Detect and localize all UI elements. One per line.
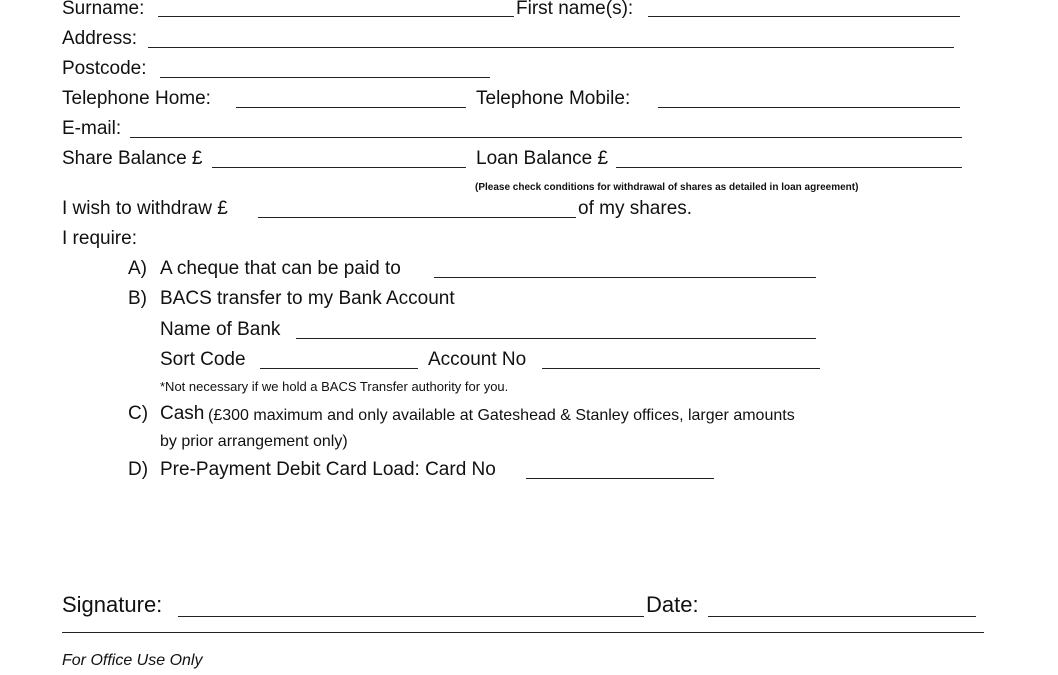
option-c-text: Cash	[160, 403, 205, 424]
postcode-field[interactable]	[160, 77, 490, 78]
account-no-label: Account No	[428, 349, 527, 370]
option-c-marker: C)	[128, 403, 149, 424]
bank-name-field[interactable]	[296, 338, 816, 339]
date-field[interactable]	[708, 616, 976, 617]
option-d-text: Pre-Payment Debit Card Load: Card No	[160, 459, 496, 480]
account-no-field[interactable]	[542, 368, 820, 369]
option-c-detail-1: (£300 maximum and only available at Gateshead & Stanley offices, larger amounts	[208, 407, 795, 424]
loan-note: (Please check conditions for withdrawal of shares as detailed in loan agreement)	[475, 182, 859, 193]
share-balance-label: Share Balance £	[62, 148, 203, 169]
surname-field[interactable]	[158, 16, 514, 17]
loan-balance-label: Loan Balance £	[476, 148, 609, 169]
tel-mobile-label: Telephone Mobile:	[476, 88, 631, 109]
first-names-field[interactable]	[648, 16, 960, 17]
office-use-label: For Office Use Only	[62, 652, 203, 669]
withdraw-amount-field[interactable]	[258, 217, 576, 218]
card-no-field[interactable]	[526, 478, 714, 479]
office-divider	[62, 632, 984, 633]
option-b-marker: B)	[128, 288, 147, 309]
date-label: Date:	[646, 592, 699, 617]
email-field[interactable]	[130, 137, 962, 138]
bacs-note: *Not necessary if we hold a BACS Transfer authority for you.	[160, 379, 509, 394]
sort-code-field[interactable]	[260, 368, 418, 369]
bank-name-label: Name of Bank	[160, 319, 281, 340]
option-b-text: BACS transfer to my Bank Account	[160, 288, 455, 309]
option-a-marker: A)	[128, 258, 147, 279]
address-field[interactable]	[148, 47, 954, 48]
surname-label: Surname:	[62, 0, 145, 19]
address-label: Address:	[62, 28, 137, 49]
withdraw-suffix: of my shares.	[578, 198, 693, 219]
first-names-label: First name(s):	[516, 0, 634, 19]
cheque-payee-field[interactable]	[434, 277, 816, 278]
sort-code-label: Sort Code	[160, 349, 246, 370]
withdraw-prefix: I wish to withdraw £	[62, 198, 228, 219]
tel-home-field[interactable]	[236, 107, 466, 108]
share-balance-field[interactable]	[212, 167, 466, 168]
postcode-label: Postcode:	[62, 58, 147, 79]
tel-home-label: Telephone Home:	[62, 88, 211, 109]
option-c-detail-2: by prior arrangement only)	[160, 433, 348, 450]
tel-mobile-field[interactable]	[658, 107, 960, 108]
signature-label: Signature:	[62, 592, 163, 617]
email-label: E-mail:	[62, 118, 122, 139]
loan-balance-field[interactable]	[616, 167, 962, 168]
signature-field[interactable]	[178, 616, 644, 617]
require-label: I require:	[62, 228, 137, 249]
option-d-marker: D)	[128, 459, 149, 480]
option-a-text: A cheque that can be paid to	[160, 258, 401, 279]
